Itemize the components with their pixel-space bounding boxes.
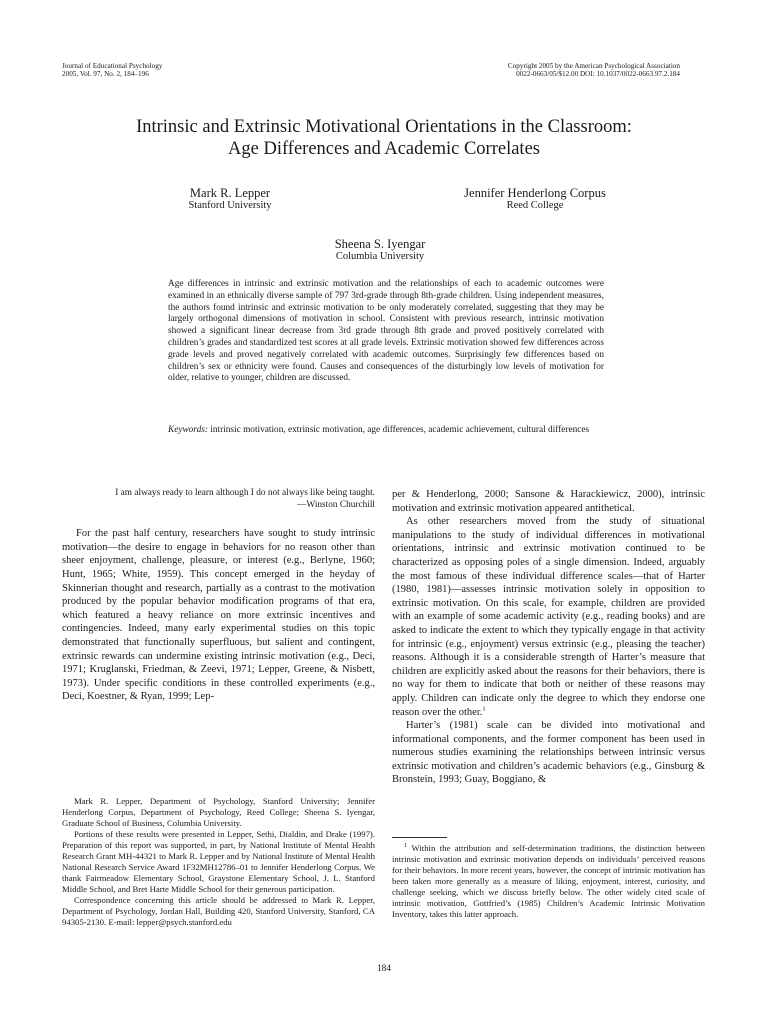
- title-line-1: Intrinsic and Extrinsic Motivational Orientations in the Classroom:: [136, 117, 632, 137]
- author-note-paragraph: Correspondence concerning this article should be addressed to Mark R. Lepper, Department of Psychology, Jordan Hall, Building 420, Stanford University, Stanford, CA 94305-2130. E-mail: lepper@psych.stanford.edu: [62, 895, 375, 927]
- author-3: [270, 237, 490, 263]
- body-paragraph: Harter’s (1981) scale can be divided into motivational and informational components, and the former component has been used in numerous studies examining the relationships between intrinsic versus extrinsic motivation and children’s academic behaviors (e.g., Ginsburg & Bronstein, 1993; Guay, Boggiano, &: [392, 720, 705, 786]
- body-paragraph: per & Henderlong, 2000; Sansone & Harackiewicz, 2000), intrinsic motivation and extrinsic motivation appeared antithetical.: [392, 489, 705, 514]
- title-line-2: Age Differences and Academic Correlates: [228, 139, 540, 159]
- footnote-divider: [392, 837, 447, 838]
- author-note: [62, 796, 375, 928]
- author-1: [120, 186, 340, 212]
- footnote-text: Within the attribution and self-determination traditions, the distinction between intrinsic motivation and extrinsic motivation depends on individuals’ perceived reasons for their behaviors. In more recent years, however, the concept of intrinsic motivation has been taken more generally as a measure of liking, enjoyment, interest, curiosity, and challenge seeking, which we discuss briefly below. The other widely cited scale of intrinsic motivation, Gottfried’s (1985) Children’s Academic Intrinsic Motivation Inventory, takes this latter approach.: [392, 843, 705, 919]
- page-number: 184: [377, 964, 391, 974]
- body-column-left: [62, 488, 375, 704]
- footnote-ref: 1: [482, 705, 486, 712]
- article-title: [62, 116, 706, 160]
- footnote: [392, 843, 705, 920]
- body-paragraph: [392, 515, 705, 719]
- body-column-right: [392, 488, 705, 787]
- copyright-line: Copyright 2005 by the American Psychological Association: [507, 62, 680, 70]
- body-paragraph: For the past half century, researchers have sought to study intrinsic motivation—the desire to engage in behaviors for no reason other than sheer enjoyment, challenge, pleasure, or interest (e.g., Berlyne, 1960; Hunt, 1965; White, 1959). This concept emerged in the heyday of Skinnerian thought and research, partially as a contrast to the motivation produced by the popular behavior modification programs of that era, which featured a heavy reliance on more extrinsic incentives and contingencies. Indeed, many early experimental studies on this topic demonstrated that functionally superfluous, but salient and contingent, extrinsic rewards can undermine existing intrinsic motivation (e.g., Deci, 1971; Kruglanski, Friedman, & Zeevi, 1971; Lepper, Greene, & Nisbett, 1973). Under specific conditions in these controlled experiments (e.g., Deci, Koestner, & Ryan, 1999; Lep-: [62, 528, 375, 703]
- abstract: Age differences in intrinsic and extrinsic motivation and the relationships of each to academic outcomes were examined in an ethnically diverse sample of 797 3rd-grade through 8th-grade children. Using independent measures, the authors found intrinsic and extrinsic motivation to be only moderately correlated, suggesting that they may be largely orthogonal dimensions of motivation in school. Consistent with previous research, intrinsic motivation showed a significant linear decrease from 3rd grade through 8th grade and proved positively correlated with children’s grades and standardized test scores at all grade levels. Extrinsic motivation showed few differences across grade levels and proved negatively correlated with academic outcomes. Surprisingly few differences based on children’s sex or ethnicity were found. Causes and consequences of the disturbingly low levels of motivation for older, relative to younger, children are discussed.: [168, 279, 604, 384]
- author-name: Jennifer Henderlong Corpus: [464, 186, 606, 200]
- author-name: Mark R. Lepper: [189, 186, 271, 200]
- doi-line: 0022-0663/05/$12.00 DOI: 10.1037/0022-0663.97.2.184: [516, 70, 680, 79]
- author-note-paragraph: Mark R. Lepper, Department of Psychology, Stanford University; Jennifer Henderlong Corpus, Department of Psychology, Reed College; Sheena S. Iyengar, Graduate School of Business, Columbia University.: [62, 796, 375, 828]
- keywords-label: Keywords:: [168, 425, 208, 435]
- volume-info: 2005, Vol. 97, No. 2, 184–196: [62, 70, 149, 79]
- epigraph-quote: I am always ready to learn although I do not always like being taught.: [115, 488, 375, 498]
- journal-header: [62, 62, 162, 79]
- paragraph-text: As other researchers moved from the study of situational manipulations to the study of individual differences in motivational orientations, intrinsic and extrinsic motivation continued to be characterized as opposing poles of a single dimension. Indeed, arguably the most famous of these individual difference scales—that of Harter (1980, 1981)—assesses intrinsic motivation solely in opposition to extrinsic motivation. On this scale, for example, children are provided with an example of some academic activity (e.g., reading books) and are asked to indicate the extent to which they typically engage in that activity for intrinsic (e.g., enjoyment) versus extrinsic (e.g., pleasing the teacher) reasons. Although it is a considerable strength of Harter’s measure that children are explicitly asked about the reasons for their behaviors, there is no way for them to indicate that both or neither of these reasons may apply. Children can indicate only the degree to which they endorse one reason over the other.: [392, 516, 705, 718]
- author-name: Sheena S. Iyengar: [334, 237, 426, 251]
- keywords-text: intrinsic motivation, extrinsic motivation, age differences, academic achievement, cultural differences: [210, 425, 590, 435]
- author-affiliation: Reed College: [506, 200, 564, 211]
- author-2: [420, 186, 650, 212]
- copyright-header: [508, 62, 680, 79]
- epigraph: [62, 488, 375, 511]
- epigraph-attribution: —Winston Churchill: [297, 499, 375, 510]
- author-note-paragraph: Portions of these results were presented in Lepper, Sethi, Dialdin, and Drake (1997). Preparation of this report was supported, in part, by National Institute of Mental Health Research Grant MH-44321 to Mark R. Lepper and by National Institute of Mental Health National Research Service Award 1F32MH12786–01 to Jennifer Henderlong Corpus. We thank Fairmeadow Elementary School, Graystone Elementary School, J. L. Stanford Middle School, and Bret Harte Middle School for their generous participation.: [62, 829, 375, 894]
- footnote-marker: 1: [404, 842, 408, 850]
- author-affiliation: Columbia University: [335, 251, 425, 262]
- footnote-paragraph: [392, 843, 705, 920]
- journal-name: Journal of Educational Psychology: [62, 62, 163, 70]
- keywords: [168, 425, 604, 437]
- author-affiliation: Stanford University: [188, 200, 272, 211]
